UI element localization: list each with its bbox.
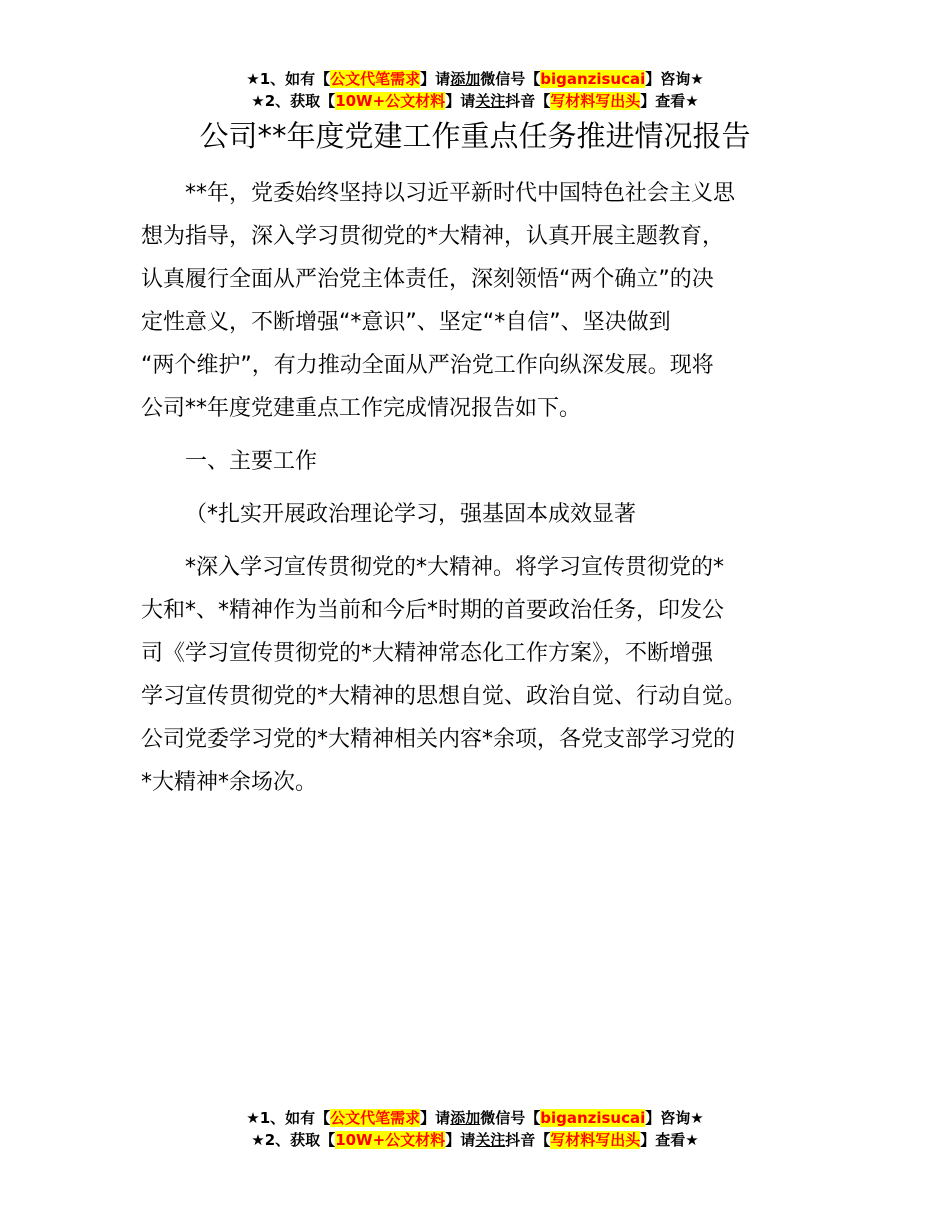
highlight-douyin: 写材料写出头 bbox=[550, 1131, 641, 1149]
highlight-wechat-id: biganzisucai bbox=[540, 1109, 646, 1127]
highlight-douyin: 写材料写出头 bbox=[550, 92, 641, 110]
highlight-service: 公文代笔需求 bbox=[330, 1109, 421, 1127]
promo-line-2: ★2、获取【10W+公文材料】请关注抖音【写材料写出头】查看★ bbox=[251, 1131, 699, 1149]
intro-paragraph: **年，党委始终坚持以习近平新时代中国特色社会主义思 想为指导，深入学习贯彻党的*大精神，认真开展主题教育， 认真履行全面从严治党主体责任，深刻领悟“两个确立”的决 定性意义，不断增强“*意识”、坚定“*自信”、坚决做到 “两个维护”，有力推动全面从严治党工作向纵深发展。现将 公司**年度党建重点工作完成情况报告如下。 bbox=[141, 181, 736, 421]
document-body bbox=[141, 172, 821, 814]
section-heading-main-work: 一、主要工作 bbox=[185, 449, 318, 474]
subsection-heading-theory-study: （*扎实开展政治理论学习，强基固本成效显著 bbox=[185, 502, 637, 527]
promo-line-1: ★1、如有【公文代笔需求】请添加微信号【biganzisucai】咨询★ bbox=[246, 1109, 704, 1127]
study-paragraph: *深入学习宣传贯彻党的*大精神。将学习宣传贯彻党的* 大和*、*精神作为当前和今后*时期的首要政治任务，印发公 司《学习宣传贯彻党的*大精神常态化工作方案》，不断增强 学习宣传贯彻党的*大精神的思想自觉、政治自觉、行动自觉。 公司党委学习党的*大精神相关内容*余项，各党支部学习党的 *大精神*余场次。 bbox=[141, 555, 747, 795]
promo-line-1: ★1、如有【公文代笔需求】请添加微信号【biganzisucai】咨询★ bbox=[246, 70, 704, 88]
document-title: 公司**年度党建工作重点任务推进情况报告 bbox=[199, 119, 751, 153]
highlight-materials: 10W+公文材料 bbox=[335, 92, 446, 110]
highlight-wechat-id: biganzisucai bbox=[540, 70, 646, 88]
highlight-materials: 10W+公文材料 bbox=[335, 1131, 446, 1149]
promo-line-2: ★2、获取【10W+公文材料】请关注抖音【写材料写出头】查看★ bbox=[251, 92, 699, 110]
footer-promo-banner bbox=[0, 1107, 950, 1151]
highlight-service: 公文代笔需求 bbox=[330, 70, 421, 88]
header-promo-banner bbox=[0, 68, 950, 112]
